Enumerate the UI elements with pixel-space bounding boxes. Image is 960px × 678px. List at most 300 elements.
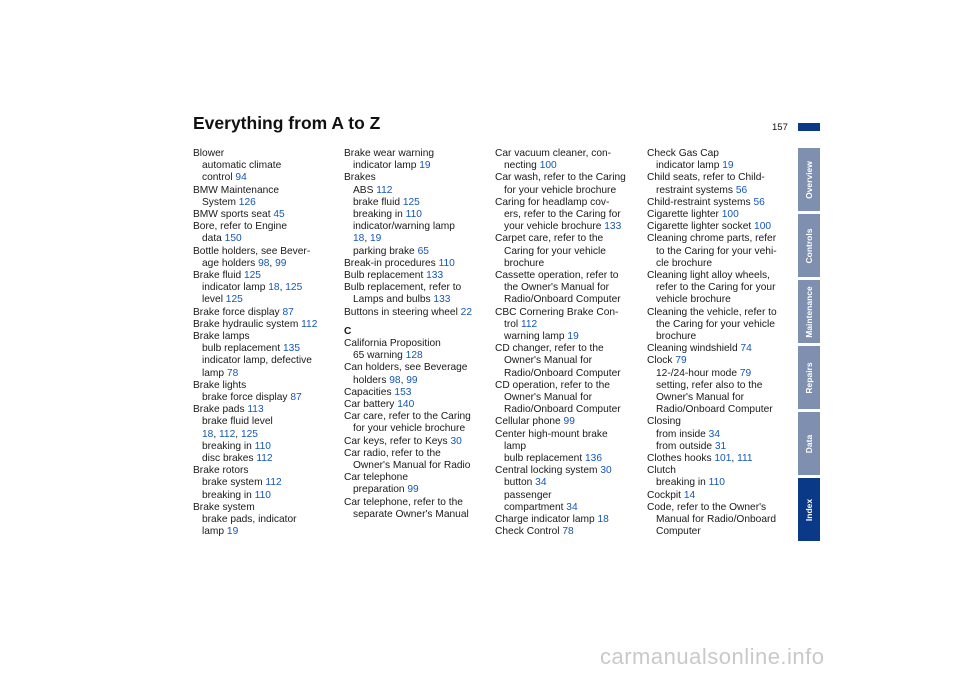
index-entry-text: Car care, refer to the Caring (344, 411, 471, 423)
index-entry (647, 160, 789, 172)
page-link[interactable]: 110 (254, 489, 271, 501)
index-entry-text: button (504, 477, 536, 489)
index-entry-text: Brake system (193, 501, 255, 513)
tab-repairs[interactable] (798, 346, 820, 409)
index-entry-text: Radio/Onboard Computer (504, 294, 621, 306)
index-entry (495, 197, 637, 209)
page-link[interactable]: 133 (433, 294, 451, 306)
index-entry (495, 282, 637, 294)
index-entry-text: the Owner's Manual for (504, 282, 609, 294)
page-link[interactable]: 135 (282, 343, 300, 355)
index-entry (344, 294, 486, 306)
index-entry-text: brake fluid (353, 196, 403, 208)
page-link[interactable]: 56 (753, 196, 765, 208)
index-entry-text: compartment (504, 501, 567, 513)
index-entry (193, 355, 335, 367)
page-link[interactable]: 128 (405, 350, 423, 362)
index-entry (344, 209, 486, 221)
tab-label: Overview (804, 160, 814, 199)
index-entry (647, 429, 789, 441)
index-entry-text: CBC Cornering Brake Con- (495, 306, 619, 318)
index-entry-text: California Proposition (344, 338, 441, 350)
page-link[interactable]: 111 (737, 453, 753, 465)
index-entry (193, 343, 335, 355)
index-entry-text: Charge indicator lamp (495, 514, 598, 526)
page-link[interactable]: 125 (225, 294, 243, 306)
index-entry (647, 526, 789, 538)
page-link[interactable]: 112 (301, 318, 318, 330)
index-entry (344, 387, 486, 399)
index-entry (344, 307, 486, 319)
index-entry (647, 258, 789, 270)
page-link[interactable]: 125 (243, 270, 261, 282)
index-entry (647, 490, 789, 502)
index-entry-text: for your vehicle brochure (353, 423, 466, 435)
page-link[interactable]: 18 (353, 233, 365, 245)
index-entry-text: Car vacuum cleaner, con- (495, 148, 612, 159)
index-entry-text: Cigarette lighter socket (647, 221, 755, 233)
tab-overview[interactable] (798, 148, 820, 211)
page-link[interactable]: 94 (235, 172, 247, 184)
index-entry-text: 12-/24-hour mode (656, 367, 740, 379)
index-entry (647, 416, 789, 428)
index-entry-text: Radio/Onboard Computer (504, 404, 621, 416)
index-entry-text: Break-in procedures (344, 257, 439, 269)
index-entry (193, 209, 335, 221)
index-entry (193, 148, 335, 160)
page-link[interactable]: 150 (224, 233, 242, 245)
index-entry (344, 423, 486, 435)
page-link[interactable]: 30 (600, 465, 612, 477)
index-entry-text: lamp (202, 526, 227, 538)
index-entry-text: Cleaning the vehicle, refer to (647, 306, 777, 318)
index-entry-text: separate Owner's Manual (353, 508, 469, 520)
index-entry (193, 514, 335, 526)
page-link[interactable]: 101 (714, 453, 732, 465)
index-entry (647, 148, 789, 160)
page-link[interactable]: 126 (238, 196, 256, 208)
index-entry-text: ers, refer to the Caring for (504, 209, 621, 221)
page-link[interactable]: 19 (722, 160, 734, 172)
page-link[interactable]: 133 (604, 221, 622, 233)
page-link[interactable]: 112 (256, 453, 273, 465)
index-entry-text: Clock (647, 355, 676, 367)
index-entry (495, 307, 637, 319)
page-link[interactable]: 125 (285, 282, 303, 294)
index-entry (495, 319, 637, 331)
index-entry-text: trol (504, 318, 521, 330)
index-entry (647, 307, 789, 319)
index-entry (647, 246, 789, 258)
index-entry-text: Owner's Manual for (656, 392, 745, 404)
index-entry (495, 416, 637, 428)
index-entry-text: preparation (353, 484, 408, 496)
index-entry (647, 392, 789, 404)
index-entry-text: indicator lamp, defective (202, 355, 312, 367)
index-entry-text: lamp (504, 440, 527, 452)
index-entry (193, 307, 335, 319)
index-entry (344, 411, 486, 423)
index-entry (193, 380, 335, 392)
index-entry (647, 368, 789, 380)
tab-index[interactable] (798, 478, 820, 541)
index-entry-text: Brake fluid (193, 270, 244, 282)
index-entry-text: control (202, 172, 236, 184)
page-link[interactable]: 14 (683, 489, 696, 501)
index-entry-text: lamp (202, 367, 227, 379)
index-entry-text: brake fluid level (202, 416, 273, 428)
index-entry (647, 514, 789, 526)
page-link[interactable]: 110 (708, 477, 725, 489)
index-entry (193, 160, 335, 172)
index-entry (495, 477, 637, 489)
index-entry (647, 209, 789, 221)
index-column-3 (495, 148, 637, 539)
index-entry (647, 294, 789, 306)
page-link[interactable]: 99 (407, 484, 419, 496)
index-entry-text: Owner's Manual for Radio (353, 460, 471, 472)
index-entry (193, 465, 335, 477)
index-entry (647, 355, 789, 367)
index-entry (495, 453, 637, 465)
index-entry-text: BMW sports seat (193, 209, 274, 221)
index-entry (495, 246, 637, 258)
index-entry-text: brochure (656, 331, 697, 343)
index-entry (193, 368, 335, 380)
index-entry (647, 465, 789, 477)
index-entry (495, 392, 637, 404)
index-entry: 18, 112, 125 (202, 428, 258, 440)
index-entry-text: Bulb replacement, refer to (344, 282, 462, 294)
tab-maintenance[interactable] (798, 280, 820, 343)
index-entry-text: refer to the Caring for your (656, 282, 776, 294)
page-link[interactable]: 19 (370, 233, 382, 245)
index-entry-text: Car telephone, refer to the (344, 496, 463, 508)
index-entry (193, 392, 335, 404)
index-entry: Clothes hooks 101, 111 (647, 453, 753, 465)
page-link[interactable]: 100 (754, 221, 772, 233)
index-entry-text: Closing (647, 416, 681, 428)
page-link[interactable]: 34 (708, 428, 720, 440)
page-link[interactable]: 113 (247, 404, 264, 416)
index-entry (344, 509, 486, 521)
index-entry-text: from inside (656, 428, 709, 440)
page-link[interactable]: 133 (426, 270, 444, 282)
page-number: 157 (772, 122, 788, 133)
index-entry (647, 270, 789, 282)
index-entry-text: Cockpit (647, 489, 684, 501)
index-column-2 (344, 148, 486, 521)
index-entry (193, 331, 335, 343)
index-entry-text: Cassette operation, refer to (495, 270, 619, 282)
index-entry (495, 294, 637, 306)
page-link[interactable]: 18 (202, 428, 214, 440)
index-entry-text: BMW Maintenance (193, 184, 280, 196)
page-link[interactable]: 99 (406, 374, 418, 386)
index-entry-text: Caring for headlamp cov- (495, 196, 610, 208)
index-entry (193, 294, 335, 306)
index-entry (193, 185, 335, 197)
index-entry (344, 484, 486, 496)
index-entry (495, 331, 637, 343)
page-link[interactable]: 18 (597, 514, 609, 526)
index-entry-text: Bottle holders, see Bever- (193, 245, 311, 257)
index-entry-text: C (344, 325, 352, 337)
index-entry (344, 338, 486, 350)
page-number-bar (798, 123, 820, 131)
index-entry-text: Check Control (495, 526, 563, 538)
page-link[interactable]: 79 (675, 355, 687, 367)
page-link[interactable]: 99 (275, 257, 287, 269)
index-entry-text: Car telephone (344, 472, 409, 484)
index-entry (193, 441, 335, 453)
page-link[interactable]: 98 (389, 374, 401, 386)
index-entry-text: Carpet care, refer to the (495, 233, 604, 245)
index-entry-text: indicator lamp (353, 160, 420, 172)
index-entry-text: vehicle brochure (656, 294, 731, 306)
index-entry-text: Brake wear warning (344, 148, 435, 159)
index-entry (495, 441, 637, 453)
page-link[interactable]: 87 (282, 306, 294, 318)
page-link[interactable]: 65 (417, 245, 429, 257)
index-entry: indicator lamp 18, 125 (202, 282, 303, 294)
index-entry (647, 221, 789, 233)
index-entry-text: breaking in (656, 477, 709, 489)
index-entry-text: Brake lights (193, 379, 247, 391)
page-link[interactable]: 110 (438, 257, 455, 269)
index-entry-text: Can holders, see Beverage (344, 362, 468, 374)
page-link[interactable]: 30 (450, 435, 462, 447)
page-link[interactable]: 112 (265, 477, 282, 489)
index-entry-text: Manual for Radio/Onboard (656, 514, 777, 526)
index-entry (193, 416, 335, 428)
index-entry (647, 404, 789, 416)
page-link[interactable]: 19 (567, 331, 579, 343)
index-entry-text: holders (353, 374, 390, 386)
index-entry (647, 331, 789, 343)
page-link[interactable]: 125 (240, 428, 258, 440)
index-entry-text: parking brake (353, 245, 418, 257)
index-entry (193, 526, 335, 538)
page-link[interactable]: 100 (721, 209, 739, 221)
index-entry-text: Owner's Manual for (504, 392, 593, 404)
index-entry-text: Check Gas Cap (647, 148, 719, 159)
index-entry (193, 221, 335, 233)
index-entry (344, 221, 486, 233)
index-entry-text: Brake rotors (193, 465, 249, 477)
index-entry (495, 465, 637, 477)
index-entry (344, 160, 486, 172)
index-entry-text: Bore, refer to Engine (193, 221, 288, 233)
tab-controls[interactable] (798, 214, 820, 277)
page-link[interactable]: 78 (226, 367, 239, 379)
index-entry-text: Car wash, refer to the Caring (495, 172, 626, 184)
index-entry (647, 197, 789, 209)
index-entry (495, 490, 637, 502)
index-entry (495, 221, 637, 233)
page-link[interactable]: 112 (376, 184, 393, 196)
index-entry (647, 477, 789, 489)
index-entry (193, 246, 335, 258)
index-entry-text: brake system (202, 477, 266, 489)
index-entry (495, 148, 637, 160)
index-entry-text: Clutch (647, 465, 676, 477)
index-entry (344, 497, 486, 509)
index-entry-text: indicator lamp (656, 160, 723, 172)
page-link[interactable]: 74 (740, 343, 752, 355)
page-link[interactable]: 87 (290, 392, 302, 404)
index-entry (495, 270, 637, 282)
index-entry-text: bulb replacement (202, 343, 283, 355)
index-entry (193, 502, 335, 514)
index-entry-text: warning lamp (504, 331, 568, 343)
index-entry-text: Computer (656, 526, 701, 538)
index-entry-text: Car keys, refer to Keys (344, 435, 451, 447)
page-link[interactable]: 34 (535, 477, 547, 489)
index-entry (495, 209, 637, 221)
index-entry-text: breaking in (202, 489, 255, 501)
index-entry (495, 380, 637, 392)
page-link[interactable]: 56 (735, 184, 748, 196)
index-entry-text: Clothes hooks (647, 453, 715, 465)
page-link[interactable]: 19 (419, 160, 431, 172)
index-entry (193, 490, 335, 502)
index-entry-text: breaking in (202, 440, 255, 452)
page-link[interactable]: 19 (226, 526, 239, 538)
tab-label: Controls (804, 228, 814, 263)
index-entry-text: from outside (656, 440, 715, 452)
index-entry (344, 436, 486, 448)
index-section-letter (344, 326, 486, 338)
index-entry-text: your vehicle brochure (504, 221, 605, 233)
page-link[interactable]: 153 (394, 386, 412, 398)
index-entry (344, 460, 486, 472)
index-entry-text: Center high-mount brake (495, 428, 608, 440)
index-entry-text: level (202, 294, 226, 306)
index-entry (495, 233, 637, 245)
index-entry-text: brake force display (202, 392, 291, 404)
page-link[interactable]: 45 (273, 209, 285, 221)
index-entry-text: Code, refer to the Owner's (647, 501, 767, 513)
index-entry-text: Child-restraint systems (647, 196, 754, 208)
index-entry (344, 270, 486, 282)
index-entry-text: ABS (353, 184, 377, 196)
section-tabs (798, 148, 820, 544)
index-entry-text: restraint systems (656, 184, 736, 196)
index-entry (344, 172, 486, 184)
index-entry-text: automatic climate (202, 160, 282, 172)
index-entry-text: Bulb replacement (344, 270, 427, 282)
index-entry-text: Brake pads (193, 404, 248, 416)
index-entry-text: Central locking system (495, 465, 601, 477)
index-entry-text: Brakes (344, 172, 376, 184)
index-entry: 18, 19 (353, 233, 382, 245)
index-entry (344, 362, 486, 374)
index-entry (344, 399, 486, 411)
page-link[interactable]: 112 (219, 428, 236, 440)
index-entry (647, 172, 789, 184)
index-entry (193, 404, 335, 416)
index-entry (647, 319, 789, 331)
index-entry (495, 526, 637, 538)
index-entry (647, 282, 789, 294)
index-entry-text: passenger (504, 489, 552, 501)
page-link[interactable]: 22 (460, 306, 473, 318)
watermark: carmanualsonline.info (600, 644, 825, 669)
index-entry-text: Capacities (344, 386, 395, 398)
index-entry (344, 282, 486, 294)
index-entry (495, 502, 637, 514)
index-entry (647, 441, 789, 453)
index-entry-text: System (202, 196, 239, 208)
page-link[interactable]: 78 (562, 526, 574, 538)
index-entry-text: to the Caring for your vehi- (656, 245, 777, 257)
index-entry-text: indicator lamp (202, 282, 269, 294)
page-link[interactable]: 100 (539, 160, 557, 172)
page-link[interactable]: 112 (520, 318, 538, 330)
page-link[interactable]: 34 (566, 501, 578, 513)
page-link[interactable]: 125 (402, 196, 420, 208)
index-entry-text: breaking in (353, 209, 406, 221)
index-entry (193, 233, 335, 245)
page-link[interactable]: 18 (268, 282, 280, 294)
page-link[interactable]: 110 (405, 209, 422, 221)
index-entry (495, 404, 637, 416)
index-entry-text: setting, refer also to the (656, 379, 763, 391)
index-entry (193, 197, 335, 209)
index-entry (344, 448, 486, 460)
page-link[interactable]: 31 (714, 440, 727, 452)
index-entry-text: Cleaning windshield (647, 343, 741, 355)
index-entry (647, 233, 789, 245)
index-entry-text: CD changer, refer to the (495, 343, 604, 355)
index-entry-text: data (202, 233, 225, 245)
index-entry-text: Car battery (344, 399, 398, 411)
index-entry-text: Blower (193, 148, 225, 159)
index-entry: holders 98, 99 (353, 374, 418, 386)
index-entry (495, 343, 637, 355)
index-entry (495, 172, 637, 184)
index-entry (344, 148, 486, 160)
index-entry (344, 350, 486, 362)
index-entry (193, 477, 335, 489)
index-entry (495, 514, 637, 526)
index-entry-text: Cleaning light alloy wheels, (647, 270, 770, 282)
index-entry-text: necting (504, 160, 540, 172)
index-entry-text: Brake hydraulic system (193, 318, 302, 330)
tab-data[interactable] (798, 412, 820, 475)
index-entry-text: 65 warning (353, 350, 406, 362)
page-link[interactable]: 98 (258, 257, 270, 269)
tab-label: Repairs (804, 361, 814, 394)
index-entry (495, 258, 637, 270)
index-entry (344, 472, 486, 484)
index-entry (193, 172, 335, 184)
page-link[interactable]: 99 (563, 416, 575, 428)
page-link[interactable]: 136 (584, 453, 602, 465)
index-entry (344, 258, 486, 270)
page-link[interactable]: 79 (739, 367, 752, 379)
page-link[interactable]: 110 (254, 440, 271, 452)
index-entry-text: Child seats, refer to Child- (647, 172, 765, 184)
index-entry (344, 185, 486, 197)
index-entry-text: brochure (504, 257, 545, 269)
index-entry-text: Cleaning chrome parts, refer (647, 233, 777, 245)
index-entry (647, 185, 789, 197)
index-entry: age holders 98, 99 (202, 257, 287, 269)
page-link[interactable]: 140 (397, 399, 415, 411)
index-entry (647, 502, 789, 514)
